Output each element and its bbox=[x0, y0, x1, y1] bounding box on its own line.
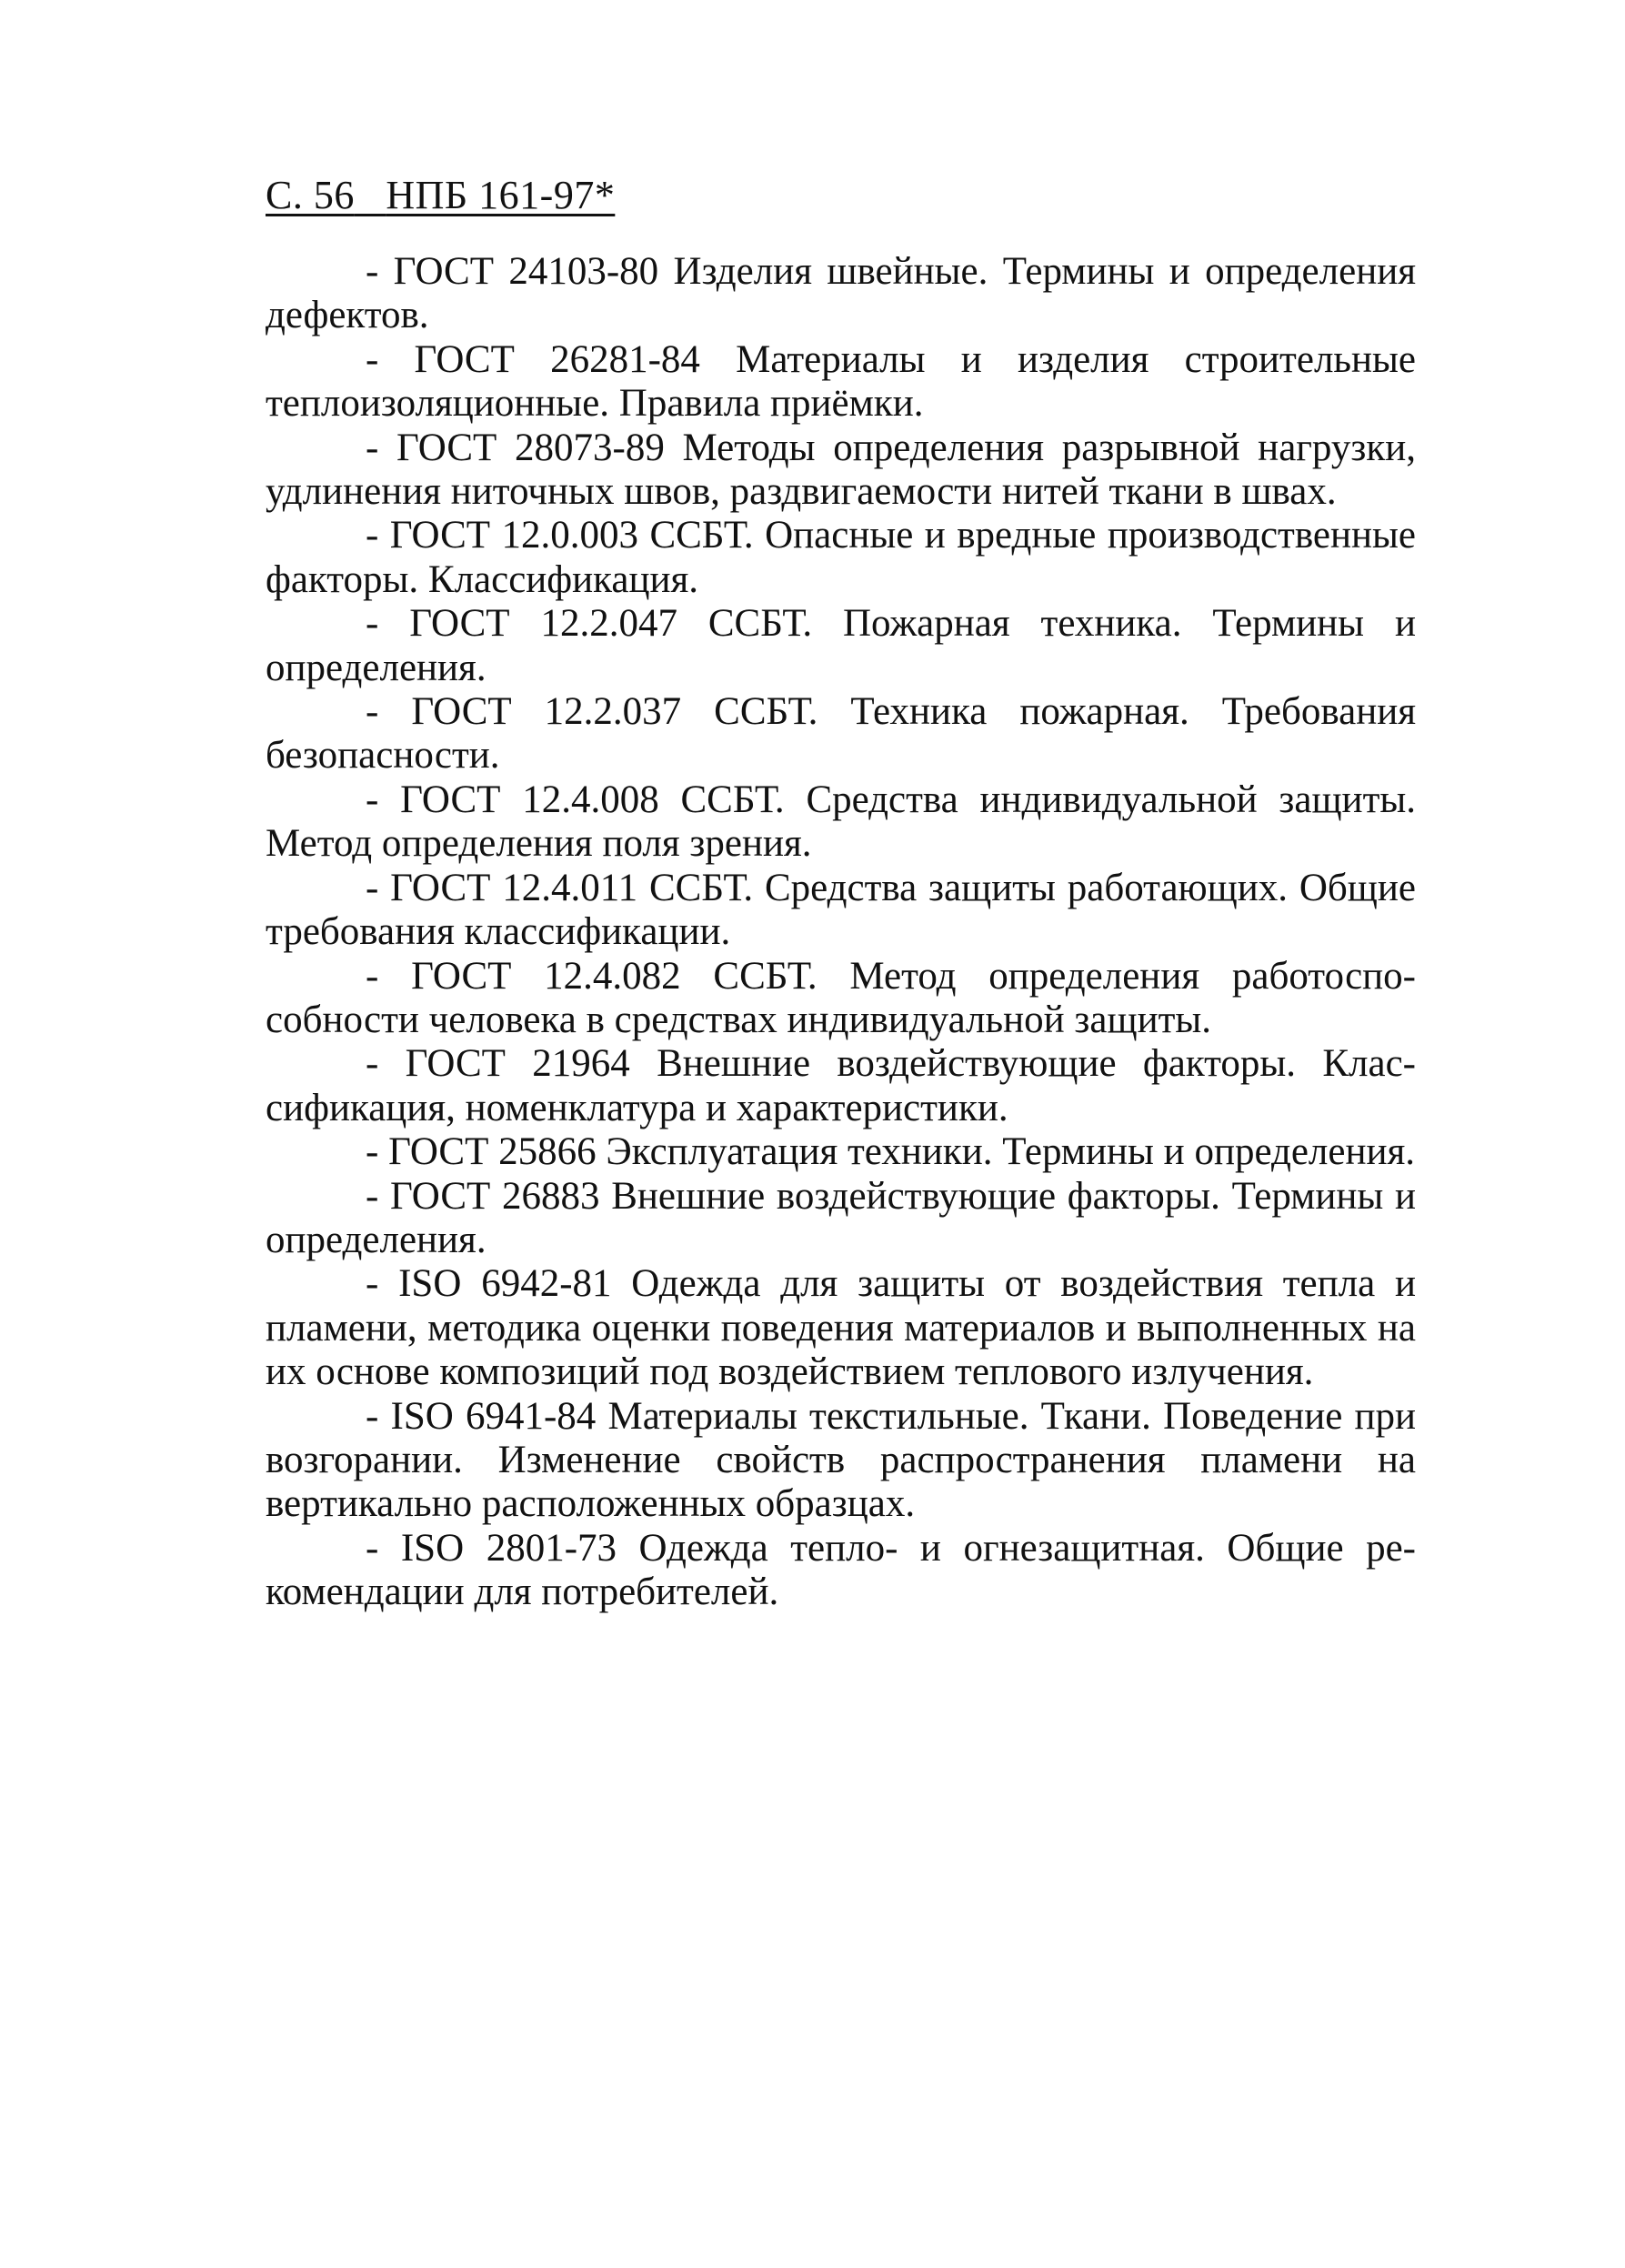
reference-list bbox=[266, 250, 1416, 1615]
reference-item: - ГОСТ 26281-84 Материалы и изделия строительные теплоизоляционные. Правила приёмки. bbox=[266, 337, 1416, 426]
page-label: С. 56 bbox=[266, 173, 355, 217]
reference-item: - ГОСТ 12.2.047 ССБТ. Пожарная техника. Термины и определения. bbox=[266, 602, 1416, 689]
reference-item: - ГОСТ 12.4.082 ССБТ. Метод определения работоспособности человека в средствах индивидуальной защиты. bbox=[266, 954, 1416, 1041]
reference-item: - ГОСТ 12.4.008 ССБТ. Средства индивидуальной защиты. Метод определения поля зрения. bbox=[266, 778, 1416, 866]
reference-item: - ГОСТ 26883 Внешние воздействующие факторы. Термины и определения. bbox=[266, 1174, 1416, 1261]
reference-item: - ISO 6941-84 Материалы текстильные. Ткани. Поведение при возгорании. Изменение свойств распространения пламени на вертикально расположенных образцах. bbox=[266, 1394, 1416, 1526]
running-head bbox=[266, 171, 615, 220]
reference-item: - ISO 6942-81 Одежда для защиты от воздействия тепла и пламени, методика оценки поведения материалов и выполненных на их основе композиций под воздействием теплового излучения. bbox=[266, 1262, 1416, 1394]
reference-item: - ГОСТ 12.4.011 ССБТ. Средства защиты работающих. Общие требования классификации. bbox=[266, 866, 1416, 954]
reference-item: - ГОСТ 21964 Внешние воздействующие факторы. Классификация, номенклатура и характеристики. bbox=[266, 1042, 1416, 1129]
reference-item: - ГОСТ 25866 Эксплуатация техники. Термины и определения. bbox=[366, 1130, 1416, 1174]
document-code: НПБ 161-97* bbox=[386, 173, 616, 217]
reference-item: - ISO 2801-73 Одежда тепло- и огнезащитная. Общие рекомендации для потребителей. bbox=[266, 1526, 1416, 1614]
reference-item: - ГОСТ 12.2.037 ССБТ. Техника пожарная. Требования безопасности. bbox=[266, 690, 1416, 778]
reference-item: - ГОСТ 12.0.003 ССБТ. Опасные и вредные производственные факторы. Классификация. bbox=[266, 514, 1416, 601]
reference-item: - ГОСТ 28073-89 Методы определения разрывной нагрузки, удлинения ниточных швов, раздвигаемости нитей ткани в швах. bbox=[266, 426, 1416, 514]
reference-item: - ГОСТ 24103-80 Изделия швейные. Термины и определения дефектов. bbox=[266, 250, 1416, 337]
